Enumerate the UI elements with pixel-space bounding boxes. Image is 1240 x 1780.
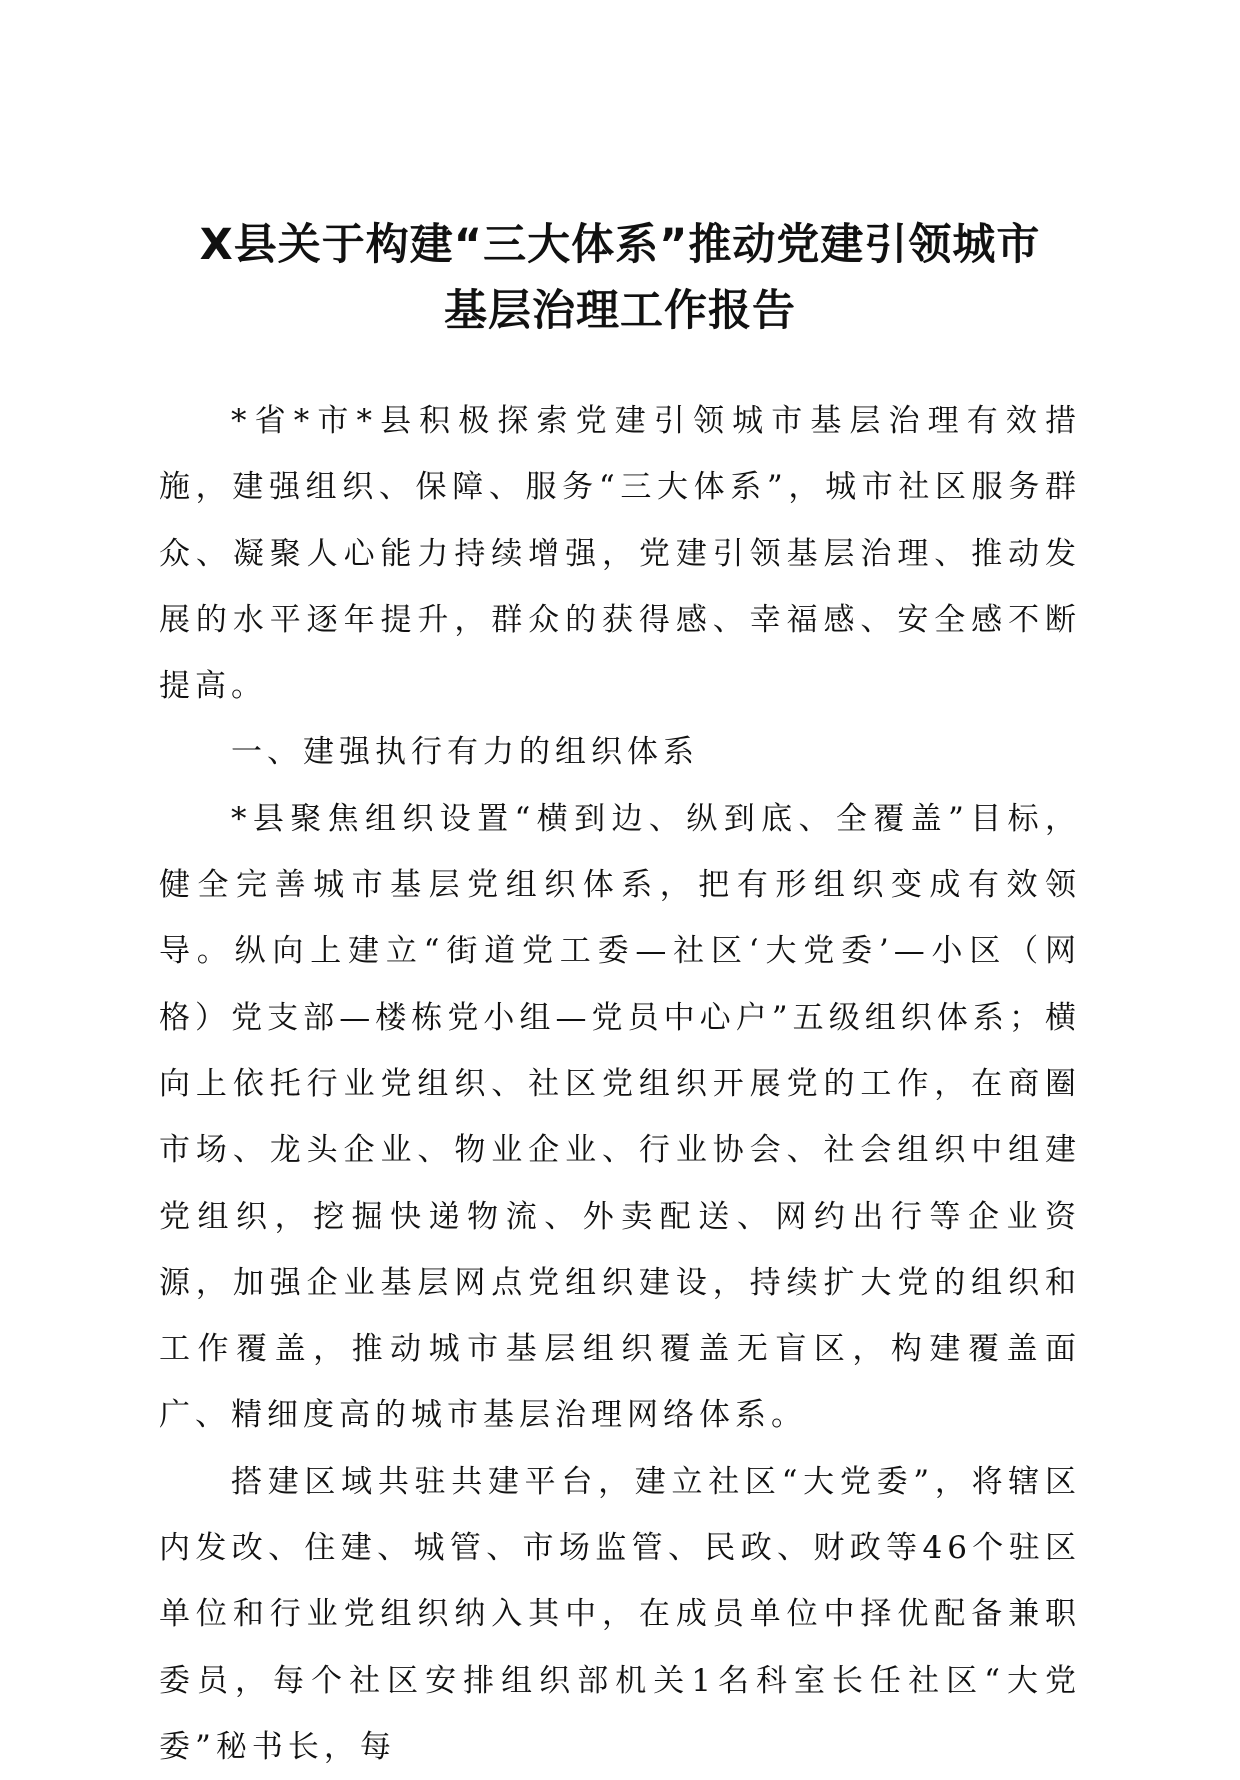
body-paragraph-1: *县聚焦组织设置“横到边、纵到底、全覆盖”目标，健全完善城市基层党组织体系，把有形组织变成有效领导。纵向上建立“街道党工委—社区‘大党委’—小区（网格）党支部—楼栋党小组—党员中心户”五级组织体系；横向上依托行业党组织、社区党组织开展党的工作，在商圈市场、龙头企业、物业企业、行业协会、社会组织中组建党组织，挖掘快递物流、外卖配送、网约出行等企业资源，加强企业基层网点党组织建设，持续扩大党的组织和工作覆盖，推动城市基层组织覆盖无盲区，构建覆盖面广、精细度高的城市基层治理网络体系。	[159, 800, 1081, 1434]
document-title-line-2: 基层治理工作报告	[444, 286, 796, 336]
document-body	[159, 388, 1081, 1780]
body-paragraph-2: 搭建区域共驻共建平台，建立社区“大党委”，将辖区内发改、住建、城管、市场监管、民政、财政等46个驻区单位和行业党组织纳入其中，在成员单位中择优配备兼职委员，每个社区安排组织部机关1名科室长任社区“大党委”秘书长，每	[159, 1463, 1081, 1765]
intro-paragraph: *省*市*县积极探索党建引领城市基层治理有效措施，建强组织、保障、服务“三大体系”，城市社区服务群众、凝聚人心能力持续增强，党建引领基层治理、推动发展的水平逐年提升，群众的获得感、幸福感、安全感不断提高。	[159, 403, 1081, 705]
document-title-line-1: X县关于构建“三大体系”推动党建引领城市	[199, 220, 1041, 270]
section-heading-1: 一、建强执行有力的组织体系	[231, 734, 699, 771]
